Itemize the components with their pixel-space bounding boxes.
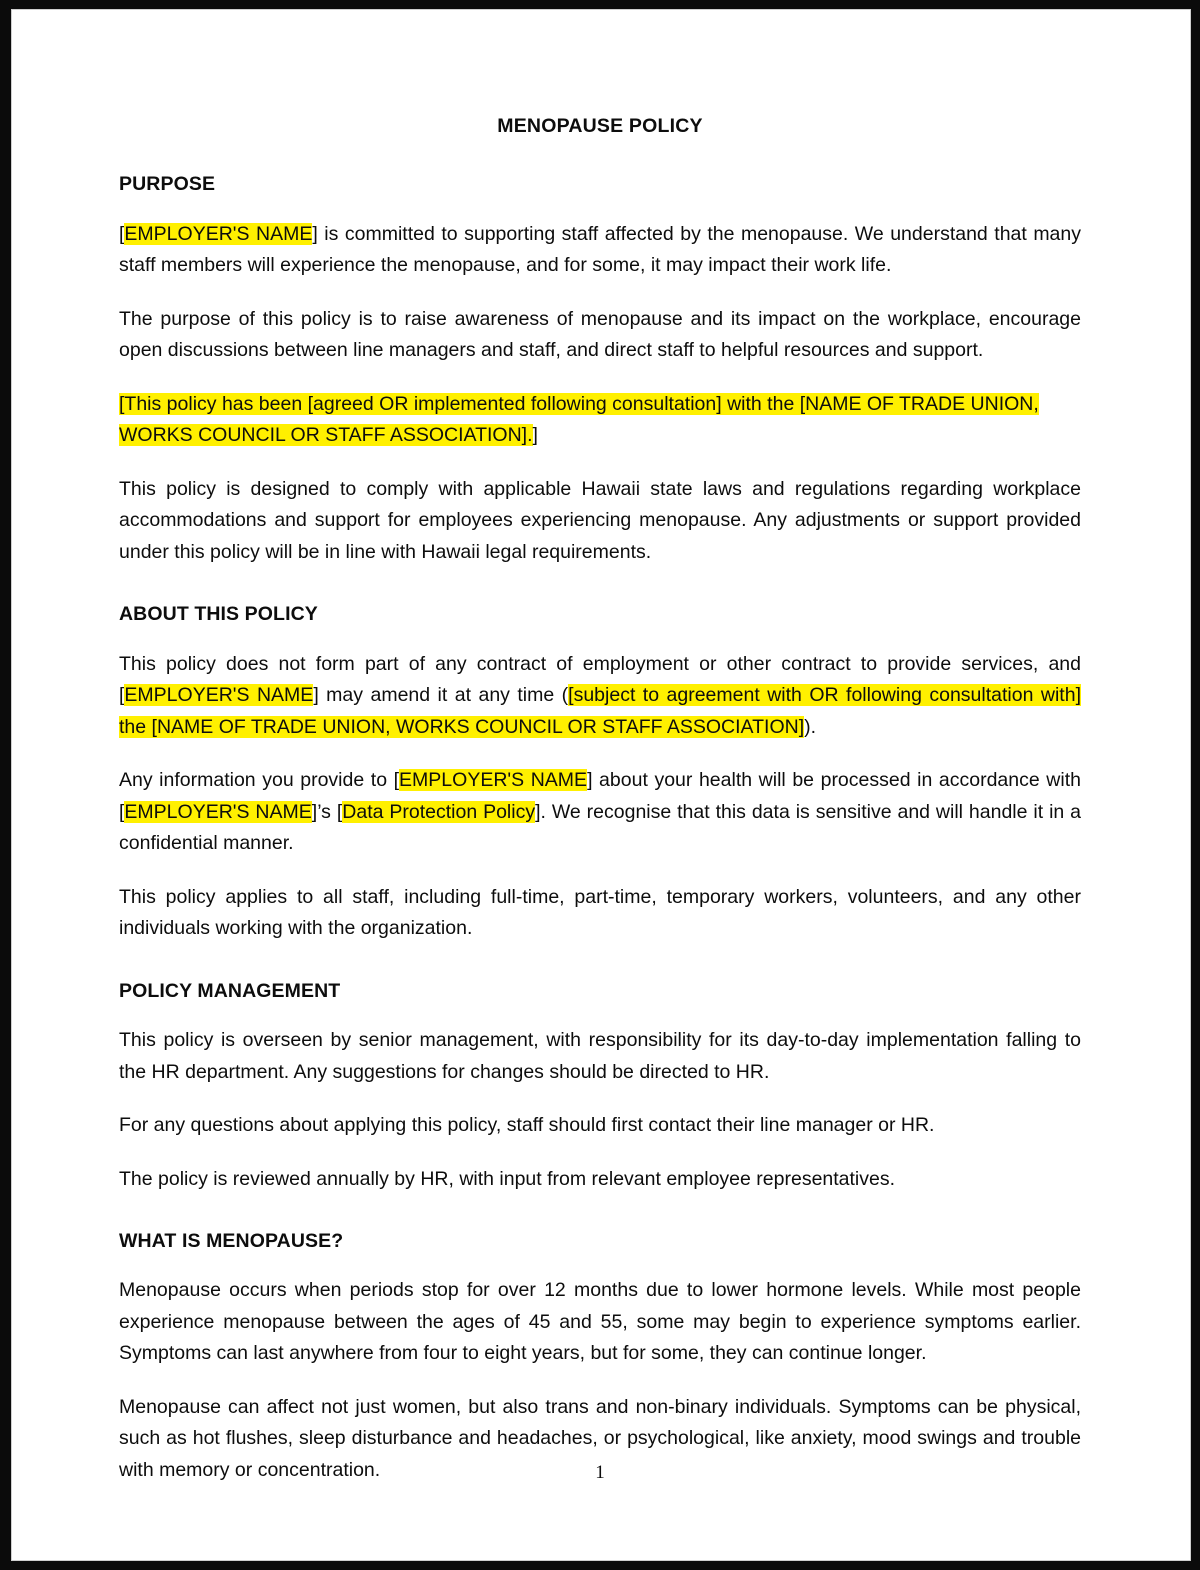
- text-fragment: This policy does not form part of any contract of employment or other contract to provide services, and [: [119, 652, 1081, 707]
- paragraph-what-is-menopause-1: Menopause occurs when periods stop for over 12 months due to lower hormone levels. While most people experience menopause between the ages of 45 and 55, some may begin to experience symptoms earlier. Symptoms can last anywhere from four to eight years, but for some, they can continue longer.: [119, 1279, 1081, 1365]
- heading-about-this-policy: ABOUT THIS POLICY: [119, 603, 318, 626]
- text-fragment: Any information you provide to [: [119, 769, 400, 792]
- text-fragment: ]. We recognise that this data is sensitive and will handle it in a confidential manner.: [119, 800, 1082, 855]
- text-fragment: [: [119, 222, 125, 245]
- page-border-left: [0, 0, 11, 1570]
- paragraph-policy-management-1: This policy is overseen by senior management, with responsibility for its day-to-day implementation falling to the HR department. Any suggestions for changes should be directed to HR.: [119, 1029, 1081, 1083]
- paragraph-about-1: [119, 649, 1081, 744]
- paragraph-policy-management-2: For any questions about applying this policy, staff should first contact their line manager or HR.: [119, 1114, 935, 1137]
- heading-policy-management: POLICY MANAGEMENT: [119, 979, 341, 1002]
- paragraph-policy-management-3: The policy is reviewed annually by HR, with input from relevant employee representatives.: [119, 1167, 896, 1190]
- heading-purpose: PURPOSE: [119, 173, 216, 196]
- heading-what-is-menopause: WHAT IS MENOPAUSE?: [119, 1230, 344, 1253]
- page-border-bottom: [0, 1561, 1200, 1570]
- section-spacer: [119, 1217, 1081, 1229]
- document-body: [119, 115, 1081, 1508]
- paragraph-purpose-2: The purpose of this policy is to raise awareness of menopause and its impact on the workplace, encourage open discussions between line managers and staff, and direct staff to helpful resources and support.: [119, 307, 1081, 362]
- highlight-employers-name: EMPLOYER'S NAME: [124, 800, 312, 823]
- text-fragment: ] about your health will be processed in accordance with [: [119, 769, 1081, 823]
- section-spacer: [119, 967, 1081, 979]
- text-fragment: ]: [532, 424, 538, 447]
- page-sheet: [11, 9, 1191, 1561]
- paragraph-what-is-menopause-2: Menopause can affect not just women, but also trans and non-binary individuals. Symptoms can be physical, such as hot flushes, sleep disturbance and headaches, or psychological, like anxiety, mood swings and trouble with memory or concentration.: [119, 1395, 1081, 1481]
- text-fragment: ] may amend it at any time (: [313, 684, 569, 707]
- highlight-trade-union-clause: [subject to agreement with OR following consultation with] the [NAME OF TRADE UNION, WORKS COUNCIL OR STAFF ASSOCIATION]: [119, 684, 1081, 738]
- page-border-right: [1191, 0, 1200, 1570]
- paragraph-purpose-3: [119, 389, 1081, 452]
- text-fragment: ).: [804, 715, 817, 738]
- paragraph-purpose-4: This policy is designed to comply with applicable Hawaii state laws and regulations regarding workplace accommodations and support for employees experiencing menopause. Any adjustments or support provided under this policy will be in line with Hawaii legal requirements.: [119, 477, 1081, 563]
- section-spacer: [119, 590, 1081, 602]
- highlight-employers-name: EMPLOYER'S NAME: [399, 769, 588, 792]
- paragraph-purpose-1: [119, 219, 1081, 282]
- paragraph-about-2: [119, 765, 1081, 860]
- highlight-employers-name: EMPLOYER'S NAME: [124, 222, 313, 245]
- paragraph-about-3: This policy applies to all staff, including full-time, part-time, temporary workers, volunteers, and any other individuals working with the organization.: [119, 885, 1081, 940]
- document-title: MENOPAUSE POLICY: [497, 115, 703, 137]
- text-fragment: ]’s [: [311, 800, 343, 823]
- page-border-top: [0, 0, 1200, 9]
- highlight-consultation-clause: [This policy has been [agreed OR implemented following consultation] with the [NAME OF TRADE UNION, WORKS COUNCIL OR STAFF ASSOCIATION].: [119, 392, 1039, 447]
- highlight-employers-name: EMPLOYER'S NAME: [124, 684, 314, 707]
- highlight-data-protection-policy: Data Protection Policy: [342, 800, 536, 823]
- text-fragment: ] is committed to supporting staff affected by the menopause. We understand that many staff members will experience the menopause, and for some, it may impact their work life.: [119, 222, 1081, 277]
- page-number: 1: [595, 1462, 605, 1483]
